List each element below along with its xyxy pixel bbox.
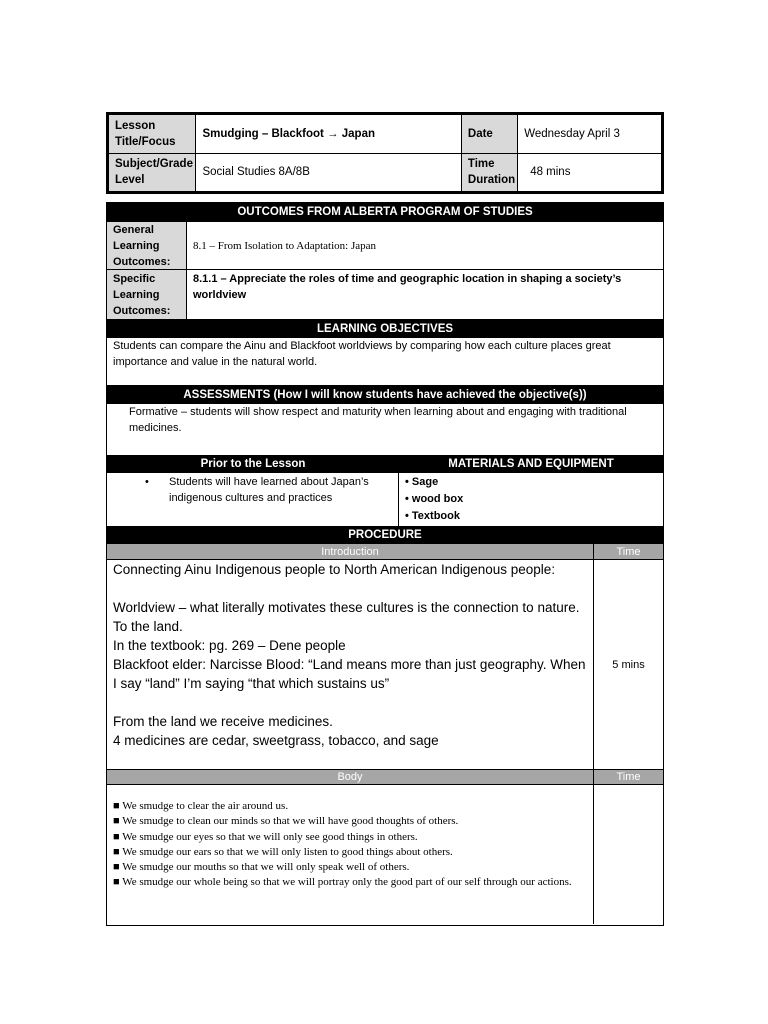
lesson-title-value: Smudging – Blackfoot → Japan bbox=[196, 114, 461, 154]
body-time-value bbox=[593, 785, 663, 924]
intro-line: 4 medicines are cedar, sweetgrass, tobacco, and sage bbox=[113, 733, 439, 748]
intro-line: Connecting Ainu Indigenous people to North American Indigenous people: bbox=[113, 562, 556, 577]
subject-grade-value: Social Studies 8A/8B bbox=[196, 153, 461, 193]
introduction-time-heading: Time bbox=[593, 544, 663, 559]
smudge-line: ■ We smudge our mouths so that we will only speak well of others. bbox=[113, 861, 410, 874]
lesson-title-label: Lesson Title/Focus bbox=[108, 114, 196, 154]
introduction-heading-row bbox=[107, 544, 663, 560]
intro-line: In the textbook: pg. 269 – Dene people bbox=[113, 638, 346, 653]
time-duration-label: Time Duration bbox=[461, 153, 517, 193]
prior-lesson-text: Students will have learned about Japan’s indigenous cultures and practices bbox=[169, 476, 369, 504]
general-outcomes-value: 8.1 – From Isolation to Adaptation: Japan bbox=[193, 239, 377, 252]
intro-line: From the land we receive medicines. bbox=[113, 714, 333, 729]
learning-objectives-heading: LEARNING OBJECTIVES bbox=[107, 320, 663, 338]
intro-line: Worldview – what literally motivates these cultures is the connection to nature. To the land. bbox=[113, 600, 580, 634]
prior-bullet: • bbox=[145, 476, 149, 488]
materials-list bbox=[399, 473, 663, 526]
introduction-content bbox=[107, 560, 593, 769]
materials-item: • Sage bbox=[405, 476, 439, 488]
assessments-text: Formative – students will show respect and maturity when learning about and engaging with traditional medicines. bbox=[129, 406, 627, 434]
intro-blank-line bbox=[113, 693, 587, 712]
smudge-line: ■ We smudge our ears so that we will only listen to good things about others. bbox=[113, 845, 453, 858]
body-row bbox=[107, 785, 663, 924]
introduction-heading: Introduction bbox=[321, 545, 379, 558]
body-heading: Body bbox=[337, 771, 363, 783]
assessments-heading: ASSESSMENTS (How I will know students have achieved the objective(s)) bbox=[107, 386, 663, 404]
smudge-line: ■ We smudge our whole being so that we will portray only the good part of our self through our actions. bbox=[113, 876, 572, 889]
prior-lesson-heading: Prior to the Lesson bbox=[200, 457, 306, 470]
body-heading-row bbox=[107, 770, 663, 785]
lesson-header-table bbox=[106, 112, 664, 194]
general-outcomes-label: General Learning Outcomes: bbox=[107, 222, 187, 269]
outcomes-heading: OUTCOMES FROM ALBERTA PROGRAM OF STUDIES bbox=[107, 203, 663, 222]
specific-outcomes-label: Specific Learning Outcomes: bbox=[107, 270, 187, 319]
procedure-heading: PROCEDURE bbox=[107, 526, 663, 544]
intro-blank-line bbox=[113, 579, 587, 598]
materials-item: • Textbook bbox=[405, 510, 460, 522]
prior-lesson-cell bbox=[107, 473, 399, 526]
prior-materials-row bbox=[107, 473, 663, 526]
smudge-line: ■ We smudge to clear the air around us. bbox=[113, 800, 289, 812]
prior-materials-heading-row bbox=[107, 455, 663, 473]
specific-outcomes-value: 8.1.1 – Appreciate the roles of time and geographic location in shaping a society’s worldview bbox=[193, 273, 622, 301]
lesson-plan-body bbox=[106, 202, 664, 926]
specific-outcomes-row bbox=[107, 270, 663, 320]
body-content bbox=[107, 785, 593, 924]
materials-heading: MATERIALS AND EQUIPMENT bbox=[448, 457, 614, 470]
date-value: Wednesday April 3 bbox=[518, 114, 663, 154]
introduction-time-value: 5 mins bbox=[593, 560, 663, 769]
learning-objectives-text: Students can compare the Ainu and Blackfoot worldviews by comparing how each culture places great importance and value in the natural world. bbox=[107, 338, 663, 386]
subject-grade-label: Subject/Grade Level bbox=[108, 153, 196, 193]
introduction-row bbox=[107, 560, 663, 770]
materials-item: • wood box bbox=[405, 493, 464, 505]
smudge-line: ■ We smudge our eyes so that we will only see good things in others. bbox=[113, 830, 418, 843]
date-label: Date bbox=[461, 114, 517, 154]
time-duration-value: 48 mins bbox=[518, 153, 663, 193]
body-time-heading: Time bbox=[593, 770, 663, 784]
smudge-line: ■ We smudge to clean our minds so that we will have good thoughts of others. bbox=[113, 815, 459, 828]
general-outcomes-row bbox=[107, 222, 663, 270]
intro-line: Blackfoot elder: Narcisse Blood: “Land means more than just geography. When I say “land” I’m saying “that which sustains us” bbox=[113, 657, 586, 691]
